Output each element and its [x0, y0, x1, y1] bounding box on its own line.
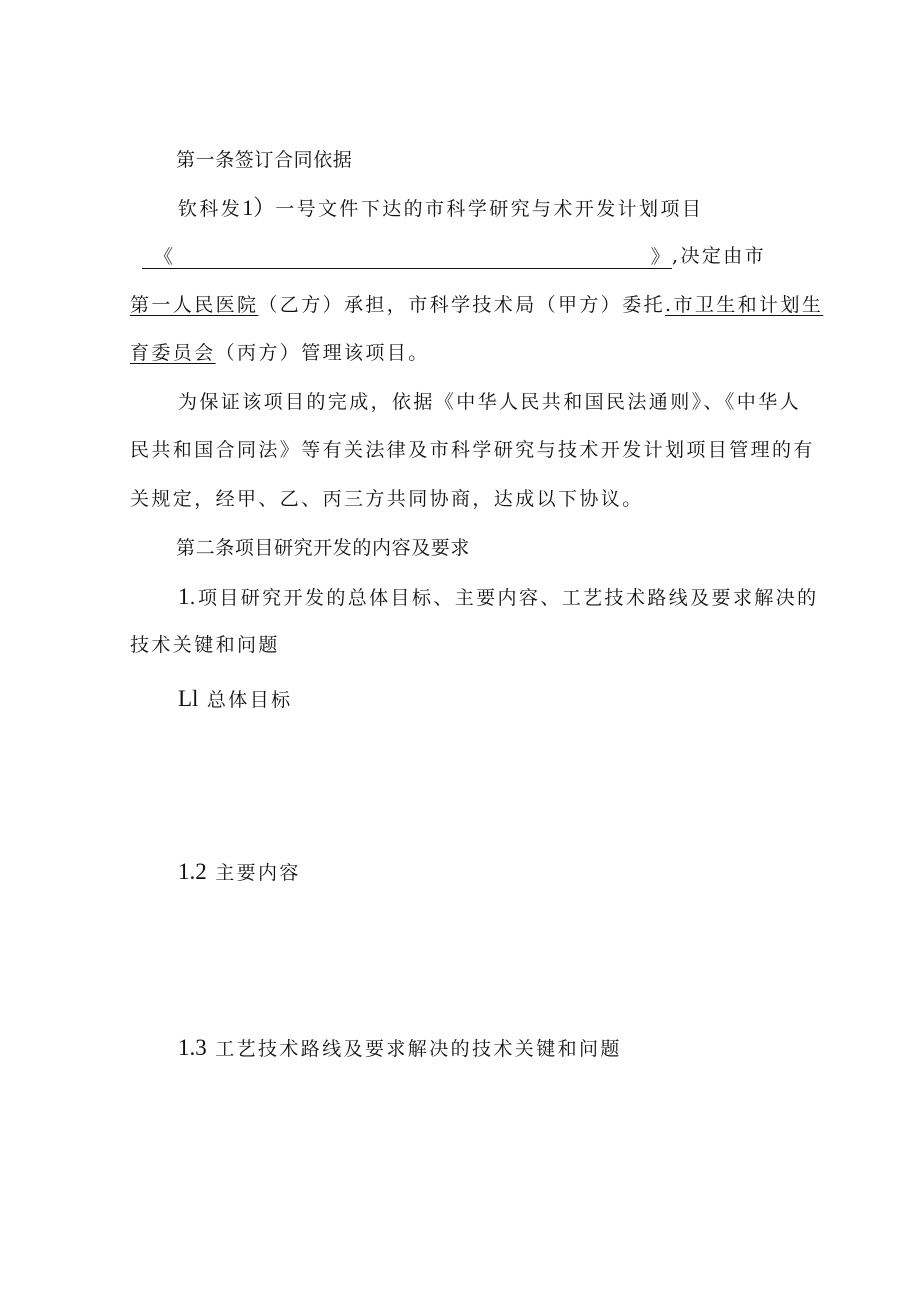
after-title-text: ,决定由市	[672, 245, 767, 267]
article2-heading: 第二条项目研究开发的内容及要求	[176, 537, 471, 559]
article1-heading: 第一条签订合同依据	[176, 149, 353, 171]
party-b-name: 第一人民医院	[130, 294, 259, 316]
doc-suffix: 一号文件下达的市科学研究与术开发计划项目	[275, 198, 704, 220]
article1-paragraph2-line2: 民共和国合同法》等有关法律及市科学研究与技术开发计划项目管理的有	[130, 439, 815, 461]
title-close-quote: 》	[650, 246, 672, 268]
subitem-1-2	[178, 859, 301, 886]
subitem-1-1-text: 总体目标	[206, 689, 293, 711]
subitem-1-2-number: 1.2	[178, 859, 207, 884]
subitem-1-3	[178, 1035, 622, 1062]
subitem-1-3-number: 1.3	[178, 1035, 207, 1060]
item1-line2: 技术关键和问题	[130, 634, 280, 656]
item1-line1	[178, 584, 819, 611]
title-open-quote: 《	[154, 246, 176, 268]
project-title-blank	[142, 244, 672, 269]
subitem-1-1-number: Ll	[178, 686, 199, 711]
article1-paragraph1-line4	[130, 340, 430, 366]
doc-number: 1）	[242, 195, 276, 220]
doc-prefix: 钦科发	[178, 198, 243, 220]
party-c-name-part2: 育委员会	[130, 342, 216, 364]
party-c-role: （丙方）管理该项目。	[215, 342, 430, 364]
article1-paragraph2-line1: 为保证该项目的完成，依据《中华人民共和国民法通则》、《中华人	[178, 391, 802, 413]
party-c-name-part1: .市卫生和计划生	[665, 294, 824, 316]
subitem-1-3-text: 工艺技术路线及要求解决的技术关键和问题	[215, 1038, 622, 1060]
item1-text: .项目研究开发的总体目标、主要内容、工艺技术路线及要求解决的	[189, 587, 819, 609]
item1-number: 1	[178, 584, 190, 609]
article1-paragraph2-line3: 关规定，经甲、乙、丙三方共同协商，达成以下协议。	[130, 488, 644, 510]
article1-paragraph1-line1	[178, 195, 703, 222]
article1-paragraph1-line3	[130, 292, 823, 318]
article1-paragraph1-line2	[142, 243, 766, 269]
party-b-role: （乙方）承担，市科学技术局（甲方）委托	[258, 294, 666, 316]
subitem-1-1	[178, 686, 293, 713]
subitem-1-2-text: 主要内容	[215, 862, 301, 884]
